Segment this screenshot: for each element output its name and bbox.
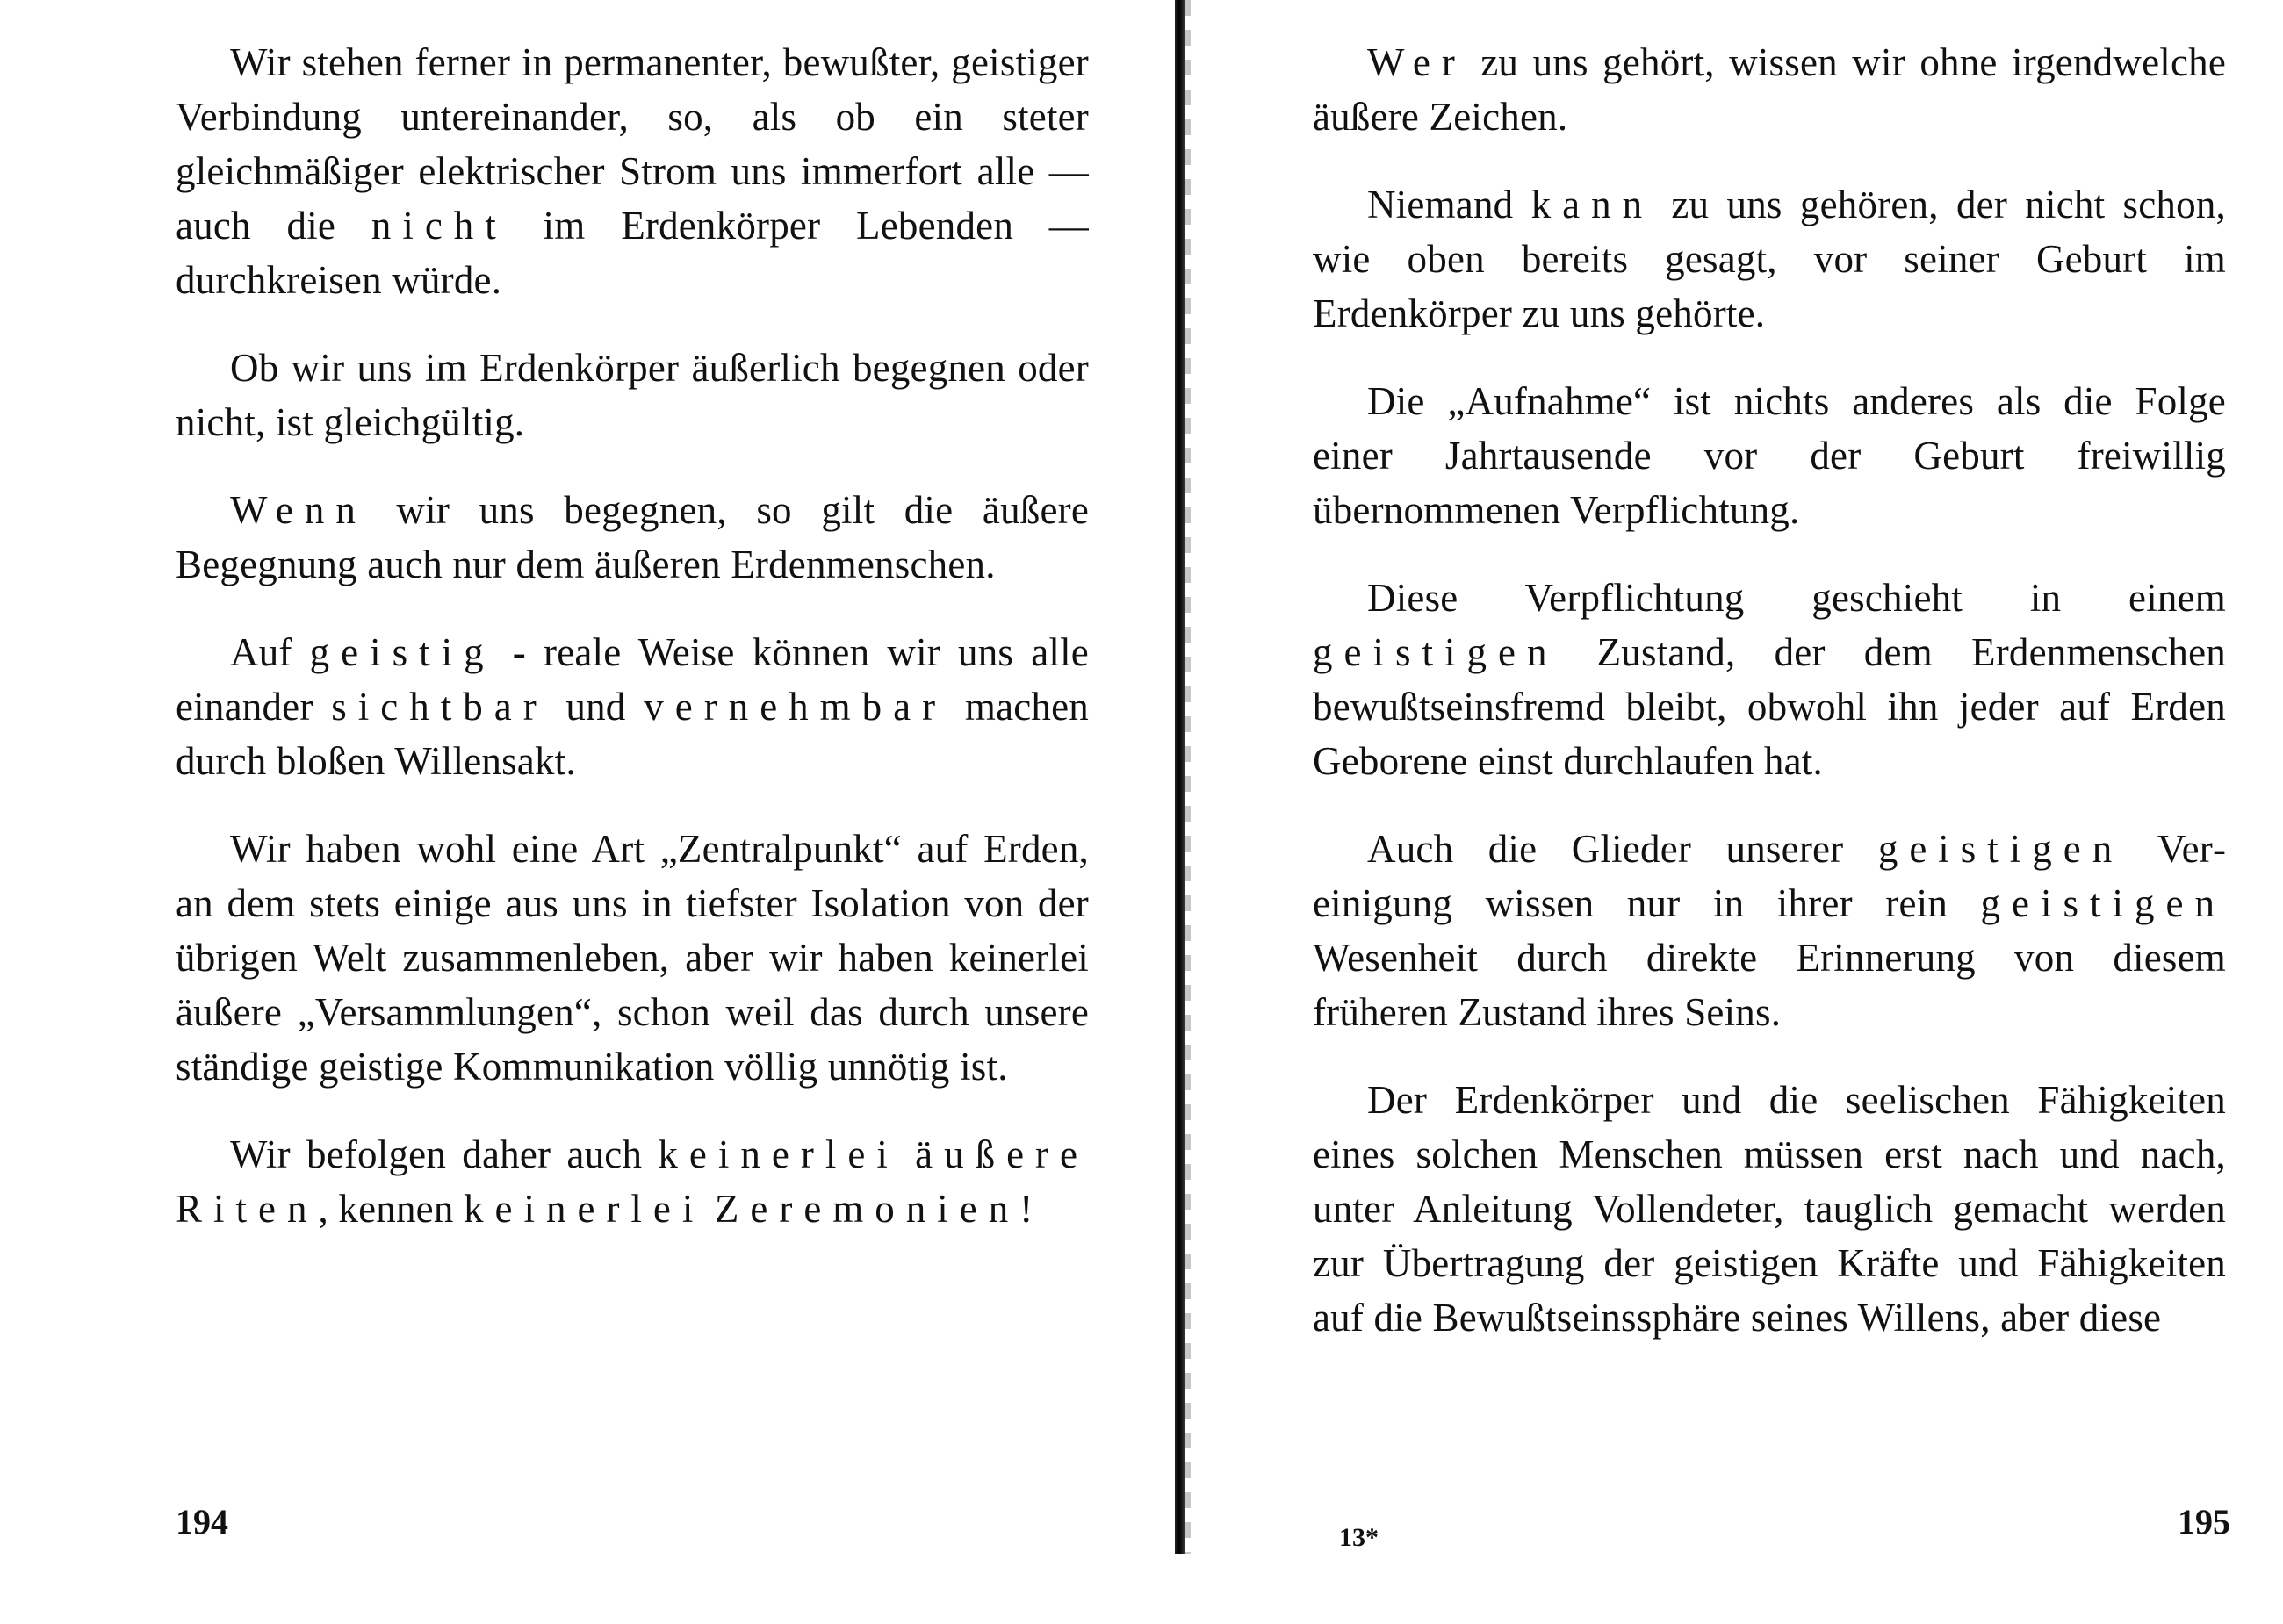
left-page <box>176 35 1089 1269</box>
spaced-emphasis-text: vernehmbar <box>644 685 947 729</box>
paragraph-text: machen durch bloßen Willensakt. <box>176 685 1089 783</box>
left-paragraph-6 <box>176 1127 1089 1236</box>
paragraph-text: Wir befolgen daher auch <box>230 1132 659 1176</box>
left-paragraph-4 <box>176 625 1089 788</box>
spaced-emphasis-text: geistigen <box>1980 881 2226 925</box>
left-paragraph-1 <box>176 35 1089 307</box>
right-page-number: 195 <box>2178 1502 2230 1541</box>
gutter-shadow <box>1185 0 1191 1554</box>
printer-signature-mark: 13* <box>1339 1523 1379 1552</box>
paragraph-text: Diese Verpflichtung geschieht in einem <box>1367 576 2226 620</box>
paragraph-text: Zustand, der dem Erdenmenschen bewußtseinsfremd bleibt, obwohl ihn jeder auf Erden Geborene einst durchlaufen hat. <box>1313 630 2226 783</box>
left-paragraph-5 <box>176 822 1089 1094</box>
paragraph-text: Niemand <box>1367 183 1531 226</box>
spaced-emphasis-text: sichtbar <box>331 685 548 729</box>
paragraph-text: Wir haben wohl eine Art „Zentralpunkt“ auf Erden, an dem stets einige aus uns in tiefster Isolation von der übrigen Welt zusammenleben, aber wir haben keinerlei äußere „Versammlungen“, schon weil das durch unsere ständige geistige Kommunikation völlig unnötig ist. <box>176 827 1089 1089</box>
paragraph-text: Wir stehen ferner in permanenter, bewußter, geistiger Verbindung untereinander, so, als ob ein steter gleichmäßiger elektrischer Strom uns immerfort alle — auch die <box>176 40 1089 248</box>
book-gutter <box>1175 0 1185 1554</box>
paragraph-text <box>899 1132 915 1176</box>
paragraph-text: Wesenheit durch direkte Erinnerung von diesem früheren Zustand ihres Seins. <box>1313 936 2226 1034</box>
spaced-emphasis-text: kann <box>1530 183 1654 226</box>
spaced-emphasis-text: geistigen <box>1877 827 2124 871</box>
paragraph-text: und <box>547 685 645 729</box>
paragraph-text <box>704 1187 714 1231</box>
right-paragraph-2 <box>1313 177 2226 341</box>
spaced-emphasis-text: Wenn <box>230 488 367 532</box>
paragraph-text: , kennen <box>318 1187 464 1231</box>
paragraph-text: Ob wir uns im Erdenkörper äußerlich begegnen oder nicht, ist gleichgültig. <box>176 346 1089 444</box>
paragraph-text: im Erdenkörper Lebenden — durchkreisen würde. <box>176 204 1089 302</box>
left-page-number: 194 <box>176 1502 228 1541</box>
spaced-emphasis-text: Zeremonien! <box>714 1187 1045 1231</box>
paragraph-text: Vereinigung wissen nur in ihrer rein <box>1313 827 2226 925</box>
paragraph-text: Die „Aufnahme“ ist nichts anderes als die Folge einer Jahrtausende vor der Geburt freiwillig übernommenen Verpflichtung. <box>1313 379 2226 532</box>
paragraph-text: - reale Weise können wir uns alle einander <box>176 630 1089 729</box>
spaced-emphasis-text: nicht <box>371 204 508 248</box>
paragraph-text: wir uns begegnen, so gilt die äußere Begegnung auch nur dem äußeren Erdenmenschen. <box>176 488 1089 586</box>
right-page <box>1313 35 2226 1378</box>
paragraph-text: Auch die Glieder unserer <box>1367 827 1878 871</box>
spaced-emphasis-text: Wer <box>1367 40 1466 84</box>
left-paragraph-3 <box>176 483 1089 592</box>
paragraph-text: Auf <box>230 630 310 674</box>
right-paragraph-5 <box>1313 822 2226 1039</box>
paragraph-text: zu uns gehören, der nicht schon, wie oben bereits gesagt, vor seiner Geburt im Erdenkörper zu uns gehörte. <box>1313 183 2226 335</box>
right-paragraph-3 <box>1313 374 2226 537</box>
right-paragraph-4 <box>1313 571 2226 788</box>
spaced-emphasis-text: geistigen <box>1313 630 1559 674</box>
paragraph-text: Der Erdenkörper und die seelischen Fähigkeiten eines solchen Menschen müssen erst nach und nach, unter Anleitung Vollendeter, tauglich gemacht werden zur Übertragung der geistigen Kräfte und Fähigkeiten auf die Bewußtseinssphäre seines Willens, aber diese <box>1313 1078 2226 1340</box>
paragraph-text: zu uns gehört, wissen wir ohne irgendwelche äußere Zeichen. <box>1313 40 2226 139</box>
spaced-emphasis-text: keinerlei <box>658 1132 899 1176</box>
left-paragraph-2 <box>176 341 1089 449</box>
spaced-emphasis-text: äußere Riten <box>176 1132 1089 1231</box>
right-paragraph-1 <box>1313 35 2226 144</box>
spaced-emphasis-text: keinerlei <box>464 1187 705 1231</box>
right-paragraph-6 <box>1313 1073 2226 1345</box>
spaced-emphasis-text: geistig <box>309 630 495 674</box>
